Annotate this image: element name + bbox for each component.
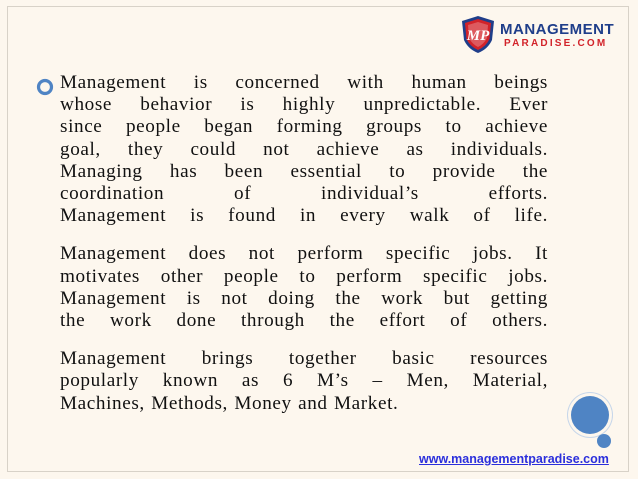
footer-website-link[interactable]: www.managementparadise.com	[419, 452, 609, 466]
paragraph-line: popularly known as 6 M’s – Men, Material,	[60, 370, 548, 392]
management-paradise-logo	[458, 14, 630, 54]
paragraph-line: coordination of individual’s efforts.	[60, 183, 548, 205]
logo-tagline: PARADISE.COM	[504, 38, 608, 49]
paragraph-gap	[36, 227, 548, 243]
hollow-circle-bullet-icon	[36, 78, 54, 96]
paragraph-line: Management does not perform specific jobs. It	[60, 243, 548, 265]
shield-logo-icon	[458, 14, 498, 54]
paragraph-line: whose behavior is highly unpredictable. Ever	[60, 94, 548, 116]
paragraph-1	[36, 72, 548, 227]
paragraph-3	[36, 348, 548, 415]
paragraph-line: since people began forming groups to achieve	[60, 116, 548, 138]
paragraph-line: the work done through the effort of others.	[60, 310, 548, 332]
paragraph-line: Management is found in every walk of life.	[60, 205, 548, 227]
paragraph-line: Management brings together basic resources	[60, 348, 548, 370]
paragraph-2	[36, 243, 548, 332]
paragraph-line: goal, they could not achieve as individuals.	[60, 138, 548, 160]
slide-content	[36, 72, 548, 415]
paragraph-line: Management is not doing the work but getting	[60, 287, 548, 309]
paragraph-line: Machines, Methods, Money and Market.	[60, 392, 399, 414]
svg-text:MP: MP	[466, 28, 490, 44]
paragraph-line: motivates other people to perform specific jobs.	[60, 265, 548, 287]
paragraph-line: Managing has been essential to provide the	[60, 160, 548, 182]
paragraph-line-text: Management is concerned with human beings	[60, 72, 548, 93]
paragraph-line	[60, 72, 548, 94]
logo-name: MANAGEMENT	[500, 21, 615, 38]
decorative-large-circle	[571, 396, 609, 434]
paragraph-gap	[36, 332, 548, 348]
decorative-small-circle	[597, 434, 611, 448]
